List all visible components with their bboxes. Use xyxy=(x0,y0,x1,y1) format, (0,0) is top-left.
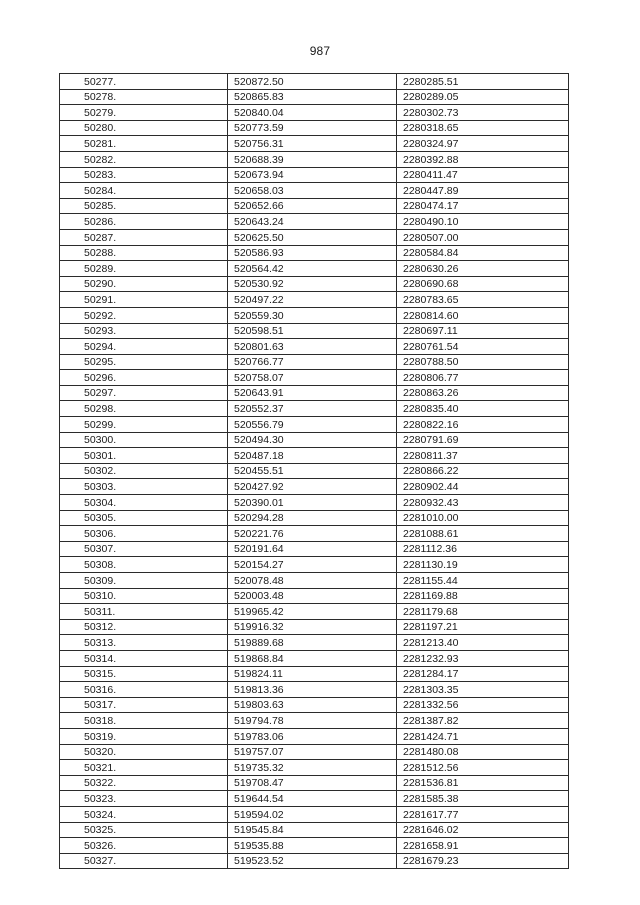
y-coordinate-cell: 2280761.54 xyxy=(397,339,569,355)
point-number-cell: 50279. xyxy=(60,105,228,121)
point-number-cell: 50323. xyxy=(60,791,228,807)
point-number-cell: 50315. xyxy=(60,666,228,682)
table-row xyxy=(60,292,569,308)
table-row xyxy=(60,822,569,838)
x-coordinate-cell: 519545.84 xyxy=(228,822,397,838)
y-coordinate-cell: 2281646.02 xyxy=(397,822,569,838)
y-coordinate-cell: 2281179.68 xyxy=(397,604,569,620)
y-coordinate-cell: 2280788.50 xyxy=(397,354,569,370)
table-row xyxy=(60,339,569,355)
table-row xyxy=(60,791,569,807)
y-coordinate-cell: 2280447.89 xyxy=(397,183,569,199)
y-coordinate-cell: 2281617.77 xyxy=(397,806,569,822)
y-coordinate-cell: 2281658.91 xyxy=(397,838,569,854)
y-coordinate-cell: 2280490.10 xyxy=(397,214,569,230)
table-row xyxy=(60,354,569,370)
y-coordinate-cell: 2281480.08 xyxy=(397,744,569,760)
x-coordinate-cell: 520652.66 xyxy=(228,198,397,214)
point-number-cell: 50308. xyxy=(60,557,228,573)
point-number-cell: 50288. xyxy=(60,245,228,261)
table-row xyxy=(60,167,569,183)
point-number-cell: 50321. xyxy=(60,760,228,776)
page-number: 987 xyxy=(309,44,331,58)
table-row xyxy=(60,261,569,277)
point-number-cell: 50294. xyxy=(60,339,228,355)
y-coordinate-cell: 2281197.21 xyxy=(397,619,569,635)
point-number-cell: 50295. xyxy=(60,354,228,370)
y-coordinate-cell: 2280289.05 xyxy=(397,89,569,105)
table-row xyxy=(60,541,569,557)
point-number-cell: 50317. xyxy=(60,697,228,713)
x-coordinate-cell: 520487.18 xyxy=(228,448,397,464)
y-coordinate-cell: 2281213.40 xyxy=(397,635,569,651)
x-coordinate-cell: 519708.47 xyxy=(228,775,397,791)
point-number-cell: 50325. xyxy=(60,822,228,838)
point-number-cell: 50327. xyxy=(60,853,228,869)
x-coordinate-cell: 520556.79 xyxy=(228,417,397,433)
point-number-cell: 50310. xyxy=(60,588,228,604)
x-coordinate-cell: 519889.68 xyxy=(228,635,397,651)
point-number-cell: 50319. xyxy=(60,728,228,744)
table-row xyxy=(60,635,569,651)
x-coordinate-cell: 520078.48 xyxy=(228,573,397,589)
table-row xyxy=(60,838,569,854)
table-row xyxy=(60,105,569,121)
point-number-cell: 50309. xyxy=(60,573,228,589)
point-number-cell: 50316. xyxy=(60,682,228,698)
point-number-cell: 50298. xyxy=(60,401,228,417)
x-coordinate-cell: 519783.06 xyxy=(228,728,397,744)
y-coordinate-cell: 2281332.56 xyxy=(397,697,569,713)
x-coordinate-cell: 520003.48 xyxy=(228,588,397,604)
y-coordinate-cell: 2280318.65 xyxy=(397,120,569,136)
x-coordinate-cell: 520658.03 xyxy=(228,183,397,199)
y-coordinate-cell: 2280835.40 xyxy=(397,401,569,417)
table-row xyxy=(60,604,569,620)
table-row xyxy=(60,573,569,589)
table-row xyxy=(60,448,569,464)
table-row xyxy=(60,744,569,760)
point-number-cell: 50306. xyxy=(60,526,228,542)
x-coordinate-cell: 520497.22 xyxy=(228,292,397,308)
x-coordinate-cell: 519868.84 xyxy=(228,650,397,666)
y-coordinate-cell: 2281010.00 xyxy=(397,510,569,526)
y-coordinate-cell: 2281112.36 xyxy=(397,541,569,557)
point-number-cell: 50305. xyxy=(60,510,228,526)
x-coordinate-cell: 520427.92 xyxy=(228,479,397,495)
y-coordinate-cell: 2281387.82 xyxy=(397,713,569,729)
point-number-cell: 50282. xyxy=(60,151,228,167)
y-coordinate-cell: 2281130.19 xyxy=(397,557,569,573)
point-number-cell: 50297. xyxy=(60,385,228,401)
y-coordinate-cell: 2280863.26 xyxy=(397,385,569,401)
x-coordinate-cell: 520758.07 xyxy=(228,370,397,386)
table-row xyxy=(60,151,569,167)
x-coordinate-cell: 519794.78 xyxy=(228,713,397,729)
x-coordinate-cell: 520801.63 xyxy=(228,339,397,355)
table-row xyxy=(60,853,569,869)
point-number-cell: 50318. xyxy=(60,713,228,729)
x-coordinate-cell: 519813.36 xyxy=(228,682,397,698)
point-number-cell: 50281. xyxy=(60,136,228,152)
coordinates-table xyxy=(59,73,569,869)
x-coordinate-cell: 519735.32 xyxy=(228,760,397,776)
table-row xyxy=(60,245,569,261)
table-row xyxy=(60,385,569,401)
table-row xyxy=(60,728,569,744)
point-number-cell: 50280. xyxy=(60,120,228,136)
point-number-cell: 50320. xyxy=(60,744,228,760)
table-row xyxy=(60,697,569,713)
y-coordinate-cell: 2280697.11 xyxy=(397,323,569,339)
table-row xyxy=(60,479,569,495)
point-number-cell: 50277. xyxy=(60,74,228,90)
y-coordinate-cell: 2280630.26 xyxy=(397,261,569,277)
table-row xyxy=(60,417,569,433)
y-coordinate-cell: 2281284.17 xyxy=(397,666,569,682)
y-coordinate-cell: 2280806.77 xyxy=(397,370,569,386)
table-row xyxy=(60,775,569,791)
x-coordinate-cell: 520773.59 xyxy=(228,120,397,136)
y-coordinate-cell: 2281424.71 xyxy=(397,728,569,744)
table-row xyxy=(60,526,569,542)
y-coordinate-cell: 2281303.35 xyxy=(397,682,569,698)
point-number-cell: 50302. xyxy=(60,463,228,479)
x-coordinate-cell: 520559.30 xyxy=(228,307,397,323)
x-coordinate-cell: 519803.63 xyxy=(228,697,397,713)
point-number-cell: 50284. xyxy=(60,183,228,199)
point-number-cell: 50322. xyxy=(60,775,228,791)
point-number-cell: 50313. xyxy=(60,635,228,651)
x-coordinate-cell: 519757.07 xyxy=(228,744,397,760)
y-coordinate-cell: 2280791.69 xyxy=(397,432,569,448)
x-coordinate-cell: 520564.42 xyxy=(228,261,397,277)
table-row xyxy=(60,666,569,682)
x-coordinate-cell: 520154.27 xyxy=(228,557,397,573)
point-number-cell: 50299. xyxy=(60,417,228,433)
y-coordinate-cell: 2280783.65 xyxy=(397,292,569,308)
x-coordinate-cell: 520625.50 xyxy=(228,229,397,245)
y-coordinate-cell: 2280392.88 xyxy=(397,151,569,167)
x-coordinate-cell: 519916.32 xyxy=(228,619,397,635)
y-coordinate-cell: 2281536.81 xyxy=(397,775,569,791)
point-number-cell: 50289. xyxy=(60,261,228,277)
table-row xyxy=(60,713,569,729)
x-coordinate-cell: 520530.92 xyxy=(228,276,397,292)
x-coordinate-cell: 520756.31 xyxy=(228,136,397,152)
table-row xyxy=(60,323,569,339)
point-number-cell: 50283. xyxy=(60,167,228,183)
point-number-cell: 50307. xyxy=(60,541,228,557)
x-coordinate-cell: 520766.77 xyxy=(228,354,397,370)
y-coordinate-cell: 2280811.37 xyxy=(397,448,569,464)
table-row xyxy=(60,495,569,511)
x-coordinate-cell: 519594.02 xyxy=(228,806,397,822)
table-row xyxy=(60,557,569,573)
y-coordinate-cell: 2280302.73 xyxy=(397,105,569,121)
table-row xyxy=(60,401,569,417)
table-row xyxy=(60,760,569,776)
y-coordinate-cell: 2280902.44 xyxy=(397,479,569,495)
x-coordinate-cell: 520390.01 xyxy=(228,495,397,511)
y-coordinate-cell: 2280474.17 xyxy=(397,198,569,214)
y-coordinate-cell: 2280285.51 xyxy=(397,74,569,90)
x-coordinate-cell: 520643.91 xyxy=(228,385,397,401)
point-number-cell: 50311. xyxy=(60,604,228,620)
y-coordinate-cell: 2281155.44 xyxy=(397,573,569,589)
point-number-cell: 50287. xyxy=(60,229,228,245)
table-row xyxy=(60,619,569,635)
x-coordinate-cell: 520294.28 xyxy=(228,510,397,526)
point-number-cell: 50285. xyxy=(60,198,228,214)
x-coordinate-cell: 519644.54 xyxy=(228,791,397,807)
x-coordinate-cell: 520586.93 xyxy=(228,245,397,261)
x-coordinate-cell: 520872.50 xyxy=(228,74,397,90)
y-coordinate-cell: 2281679.23 xyxy=(397,853,569,869)
table-row xyxy=(60,183,569,199)
x-coordinate-cell: 520552.37 xyxy=(228,401,397,417)
x-coordinate-cell: 520598.51 xyxy=(228,323,397,339)
table-row xyxy=(60,198,569,214)
point-number-cell: 50326. xyxy=(60,838,228,854)
point-number-cell: 50314. xyxy=(60,650,228,666)
x-coordinate-cell: 520643.24 xyxy=(228,214,397,230)
point-number-cell: 50292. xyxy=(60,307,228,323)
x-coordinate-cell: 520221.76 xyxy=(228,526,397,542)
table-row xyxy=(60,650,569,666)
table-row xyxy=(60,307,569,323)
y-coordinate-cell: 2280584.84 xyxy=(397,245,569,261)
y-coordinate-cell: 2281169.88 xyxy=(397,588,569,604)
point-number-cell: 50293. xyxy=(60,323,228,339)
y-coordinate-cell: 2281088.61 xyxy=(397,526,569,542)
point-number-cell: 50296. xyxy=(60,370,228,386)
table-row xyxy=(60,510,569,526)
x-coordinate-cell: 519535.88 xyxy=(228,838,397,854)
x-coordinate-cell: 520840.04 xyxy=(228,105,397,121)
y-coordinate-cell: 2281585.38 xyxy=(397,791,569,807)
table-row xyxy=(60,432,569,448)
table-row xyxy=(60,136,569,152)
y-coordinate-cell: 2280411.47 xyxy=(397,167,569,183)
coordinates-table-body xyxy=(60,74,569,869)
x-coordinate-cell: 519523.52 xyxy=(228,853,397,869)
table-row xyxy=(60,276,569,292)
x-coordinate-cell: 520673.94 xyxy=(228,167,397,183)
y-coordinate-cell: 2280822.16 xyxy=(397,417,569,433)
point-number-cell: 50300. xyxy=(60,432,228,448)
point-number-cell: 50286. xyxy=(60,214,228,230)
point-number-cell: 50312. xyxy=(60,619,228,635)
x-coordinate-cell: 520455.51 xyxy=(228,463,397,479)
table-row xyxy=(60,120,569,136)
table-row xyxy=(60,463,569,479)
table-row xyxy=(60,229,569,245)
table-row xyxy=(60,74,569,90)
table-row xyxy=(60,682,569,698)
table-row xyxy=(60,806,569,822)
point-number-cell: 50301. xyxy=(60,448,228,464)
point-number-cell: 50278. xyxy=(60,89,228,105)
x-coordinate-cell: 520494.30 xyxy=(228,432,397,448)
table-row xyxy=(60,588,569,604)
y-coordinate-cell: 2280814.60 xyxy=(397,307,569,323)
x-coordinate-cell: 519965.42 xyxy=(228,604,397,620)
y-coordinate-cell: 2280866.22 xyxy=(397,463,569,479)
table-row xyxy=(60,89,569,105)
y-coordinate-cell: 2281512.56 xyxy=(397,760,569,776)
point-number-cell: 50324. xyxy=(60,806,228,822)
y-coordinate-cell: 2280507.00 xyxy=(397,229,569,245)
point-number-cell: 50291. xyxy=(60,292,228,308)
point-number-cell: 50303. xyxy=(60,479,228,495)
table-row xyxy=(60,370,569,386)
x-coordinate-cell: 520191.64 xyxy=(228,541,397,557)
table-row xyxy=(60,214,569,230)
x-coordinate-cell: 520688.39 xyxy=(228,151,397,167)
y-coordinate-cell: 2280324.97 xyxy=(397,136,569,152)
point-number-cell: 50290. xyxy=(60,276,228,292)
x-coordinate-cell: 519824.11 xyxy=(228,666,397,682)
y-coordinate-cell: 2280932.43 xyxy=(397,495,569,511)
y-coordinate-cell: 2281232.93 xyxy=(397,650,569,666)
point-number-cell: 50304. xyxy=(60,495,228,511)
x-coordinate-cell: 520865.83 xyxy=(228,89,397,105)
y-coordinate-cell: 2280690.68 xyxy=(397,276,569,292)
